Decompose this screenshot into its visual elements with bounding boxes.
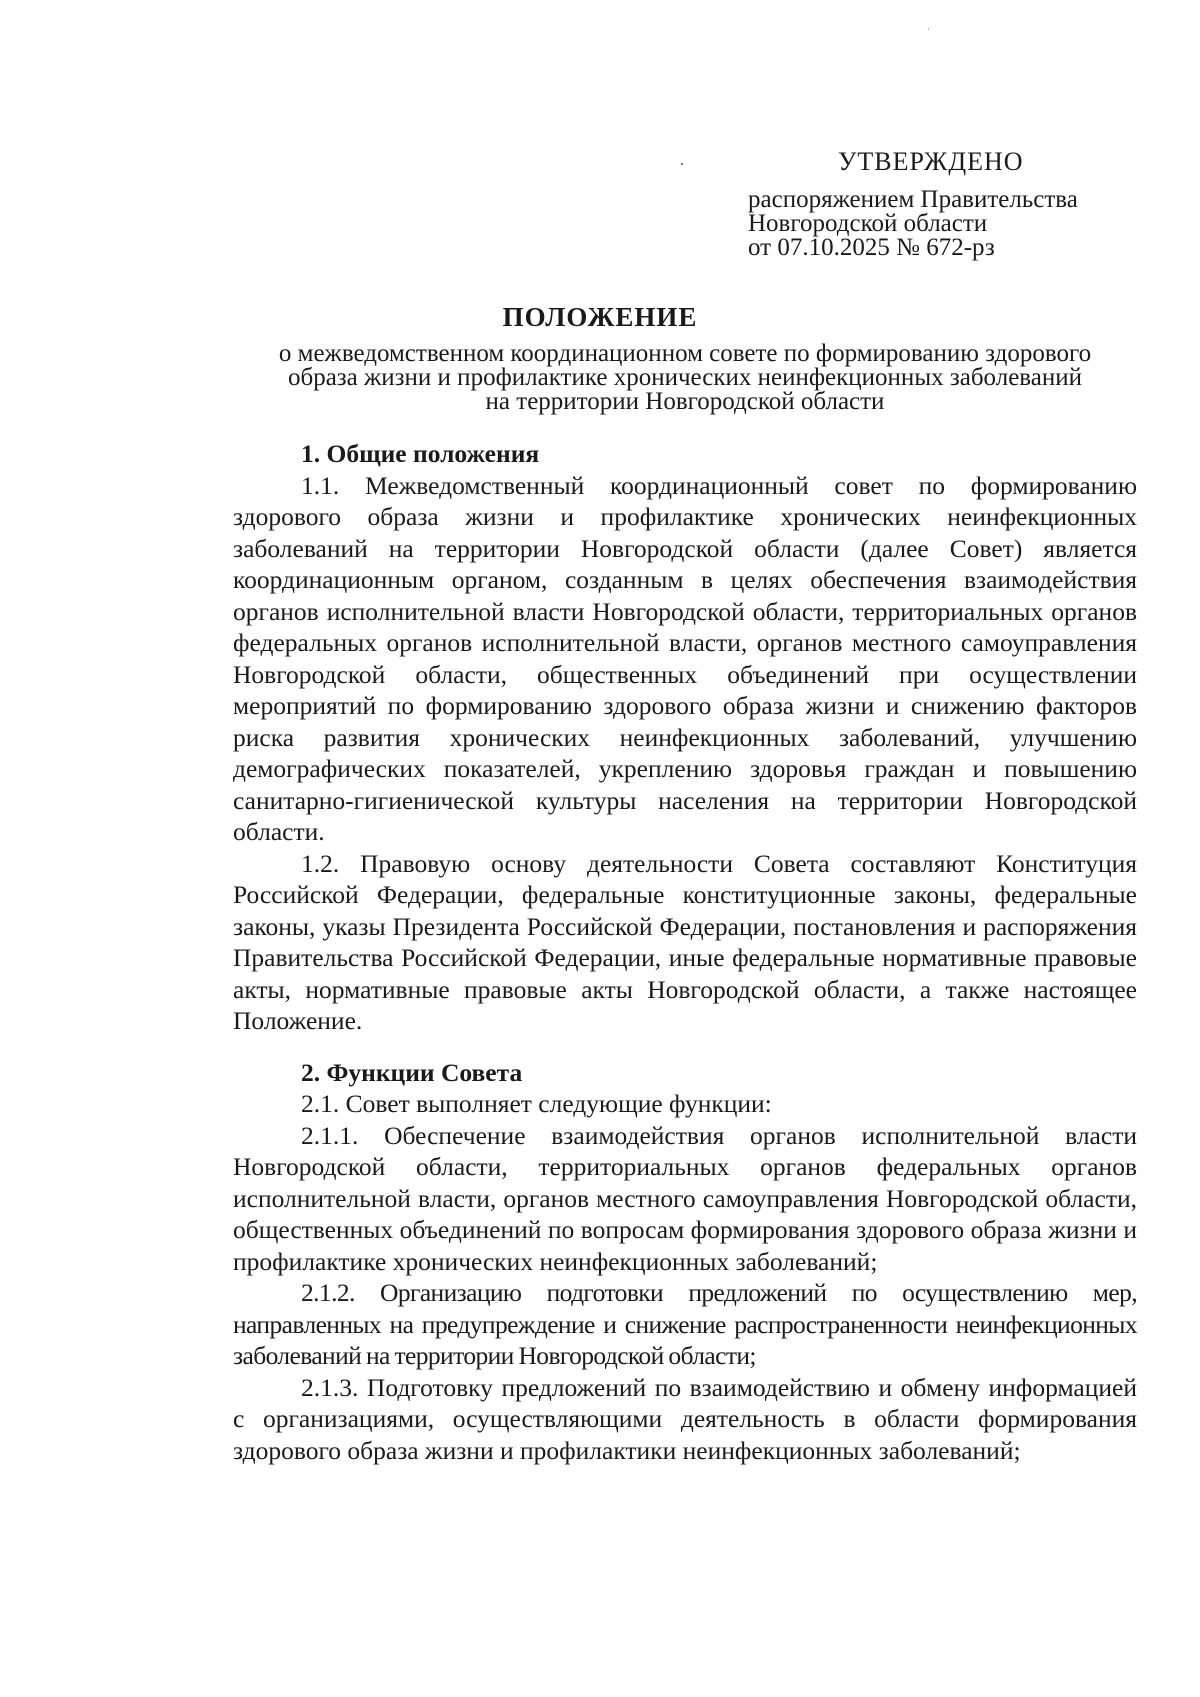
approval-line-2: Новгородской области	[748, 210, 988, 237]
approval-line-3: от 07.10.2025 № 672-рз	[748, 234, 995, 261]
paragraph-2-1: 2.1. Совет выполняет следующие функции:	[301, 1089, 772, 1118]
scan-speck	[681, 163, 683, 165]
subtitle-line-2: образа жизни и профилактике хронических неинфекционных заболеваний	[287, 364, 1083, 391]
document-body	[233, 438, 1137, 1466]
approval-stamp-title: УТВЕРЖДЕНО	[838, 147, 1024, 176]
section-heading-functions: 2. Функции Совета	[301, 1057, 523, 1087]
document-subtitle	[230, 342, 1140, 414]
scan-speck	[928, 28, 929, 30]
paragraph-1-2: 1.2. Правовую основу деятельности Совета составляют Конституция Российской Федерации, федеральные конституционные законы, федеральные законы, указы Президента Российской Федерации, постановления и распоряжения Правительства Российской Федерации, иные федеральные нормативные правовые акты, нормативные правовые акты Новгородской области, а также настоящее Положение.	[233, 848, 1137, 1035]
approval-line-1: распоряжением Правительства	[748, 186, 1078, 213]
paragraph-2-1-1: 2.1.1. Обеспечение взаимодействия органов исполнительной власти Новгородской области, территориальных органов федеральных органов исполнительной власти, органов местного самоуправления Новгородской области, общественных объединений по вопросам формирования здорового образа жизни и профилактике хронических неинфекционных заболеваний;	[233, 1120, 1137, 1276]
approval-block	[748, 147, 1168, 261]
paragraph-2-1-3: 2.1.3. Подготовку предложений по взаимодействию и обмену информацией с организациями, осуществляющими деятельность в области формирования здорового образа жизни и профилактики неинфекционных заболеваний;	[233, 1372, 1137, 1465]
section-gap	[233, 1037, 1137, 1057]
paragraph-2-1-2: 2.1.2. Организацию подготовки предложений по осуществлению мер, направленных на предупреждение и снижение распространенности неинфекционных заболеваний на территории Новгородской области;	[233, 1278, 1137, 1370]
document-title: ПОЛОЖЕНИЕ	[502, 302, 698, 332]
subtitle-line-1: о межведомственном координационном совете по формированию здорового	[278, 340, 1092, 367]
section-heading-general: 1. Общие положения	[301, 439, 540, 468]
paragraph-1-1: 1.1. Межведомственный координационный совет по формированию здорового образа жизни и профилактике хронических неинфекционных заболеваний на территории Новгородской области (далее Совет) является координационным органом, созданным в целях обеспечения взаимодействия органов исполнительной власти Новгородской области, территориальных органов федеральных органов исполнительной власти, органов местного самоуправления Новгородской области, общественных объединений при осуществлении мероприятий по формированию здорового образа жизни и снижению факторов риска развития хронических неинфекционных заболеваний, улучшению демографических показателей, укреплению здоровья граждан и повышению санитарно-гигиенической культуры населения на территории Новгородской области.	[233, 470, 1137, 846]
subtitle-line-3: на территории Новгородской области	[485, 388, 885, 415]
